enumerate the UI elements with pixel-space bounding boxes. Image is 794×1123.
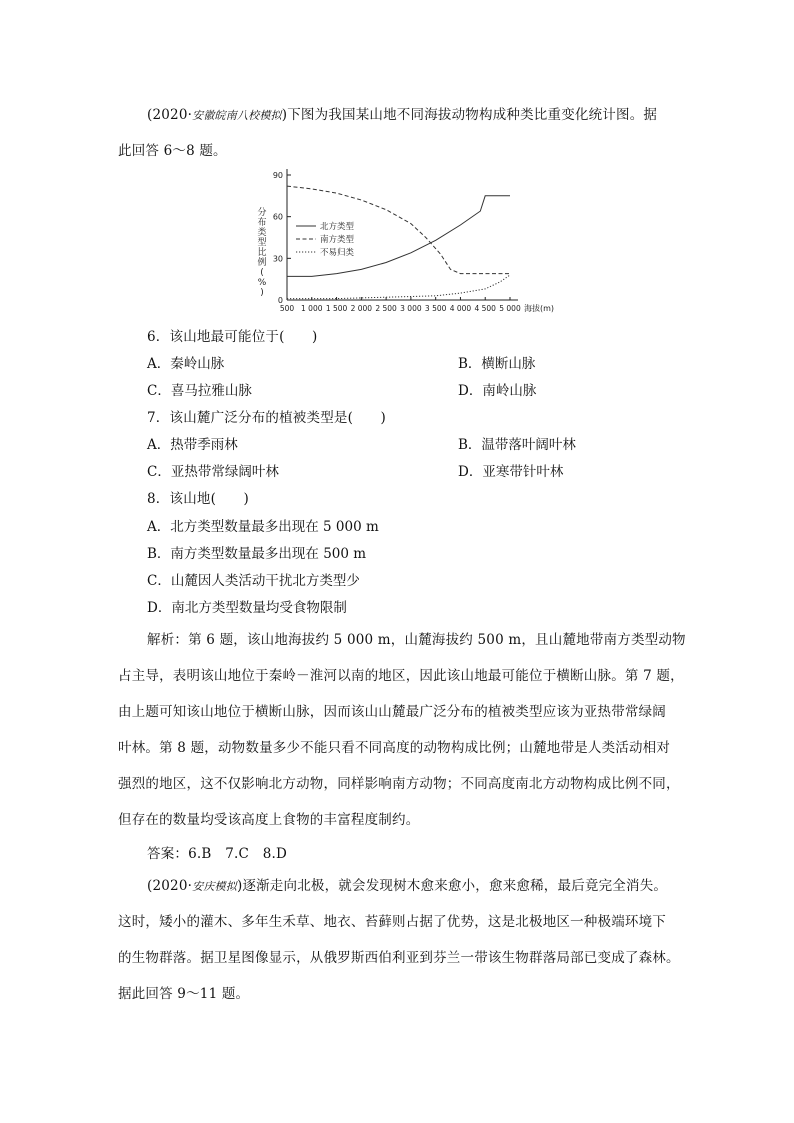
intro-1-source: 安徽皖南八校模拟 bbox=[192, 109, 282, 122]
altitude-chart bbox=[250, 165, 580, 325]
answer-line: 答案：6.B 7.C 8.D bbox=[147, 846, 288, 862]
q8-option-c: C．山麓因人类活动干扰北方类型少 bbox=[147, 573, 360, 589]
intro-2-year: (2020· bbox=[147, 878, 193, 894]
y-axis-title-char: % bbox=[257, 278, 267, 288]
x-tick-label: 1 500 bbox=[325, 304, 348, 313]
q7-stem: 7．该山麓广泛分布的植被类型是( ) bbox=[147, 410, 386, 426]
y-axis-title-char: 型 bbox=[257, 238, 267, 248]
q8-option-d: D．南北方类型数量均受食物限制 bbox=[147, 600, 347, 616]
q8-option-a: A．北方类型数量最多出现在 5 000 m bbox=[147, 519, 379, 535]
x-tick-label: 500 bbox=[279, 304, 295, 313]
legend-label: 不易归类 bbox=[320, 248, 355, 258]
intro-2-line-3: 的生物群落。据卫星图像显示，从俄罗斯西伯利亚到芬兰一带该生物群落局部已变成了森林。 bbox=[118, 950, 680, 966]
intro-2-source: 安庆模拟 bbox=[192, 880, 237, 893]
y-tick-label: 60 bbox=[272, 212, 283, 222]
q6-stem: 6．该山地最可能位于( ) bbox=[147, 329, 318, 345]
analysis-line-2: 占主导，表明该山地位于秦岭－淮河以南的地区，因此该山地最可能位于横断山脉。第 7 题， bbox=[118, 668, 684, 684]
x-tick-label: 2 000 bbox=[350, 304, 373, 313]
q8-stem: 8．该山地( ) bbox=[147, 491, 249, 507]
q7-option-d: D．亚寒带针叶林 bbox=[458, 464, 564, 480]
analysis-line-5: 强烈的地区，这不仅影响北方动物，同样影响南方动物；不同高度南北方动物构成比例不同， bbox=[118, 776, 680, 792]
x-tick-label: 3 000 bbox=[400, 304, 422, 313]
intro-2-line-2: 这时，矮小的灌木、多年生禾草、地衣、苔藓则占据了优势，这是北极地区一种极端环境下 bbox=[118, 914, 666, 930]
y-tick-label: 30 bbox=[272, 254, 283, 264]
y-axis-title-char: ( bbox=[260, 268, 264, 278]
y-tick-label: 0 bbox=[277, 296, 283, 305]
x-tick-label: 4 500 bbox=[474, 304, 496, 313]
legend-label: 南方类型 bbox=[320, 235, 355, 245]
x-tick-label: 4 000 bbox=[449, 304, 472, 313]
y-axis-title-char: ) bbox=[260, 288, 264, 298]
y-axis-title-char: 例 bbox=[257, 258, 267, 268]
y-axis-title-char: 分 bbox=[257, 208, 267, 218]
y-axis-title-char: 布 bbox=[257, 218, 267, 228]
q6-option-d: D．南岭山脉 bbox=[458, 383, 537, 399]
analysis-line-1: 解析：第 6 题，该山地海拔约 5 000 m，山麓海拔约 500 m，且山麓地带南方类型动物 bbox=[147, 632, 686, 648]
x-tick-label: 2 500 bbox=[375, 304, 397, 313]
legend-label: 北方类型 bbox=[320, 222, 355, 232]
q7-option-b: B．温带落叶阔叶林 bbox=[458, 437, 576, 453]
x-tick-label: 3 500 bbox=[424, 304, 447, 313]
series-line-3 bbox=[287, 275, 510, 299]
y-axis-title-char: 类 bbox=[257, 228, 267, 238]
intro-1-text: )下图为我国某山地不同海拔动物构成种类比重变化统计图。据 bbox=[281, 107, 658, 123]
y-axis-title-char: 比 bbox=[257, 248, 267, 258]
intro-2-line-1 bbox=[147, 874, 667, 894]
analysis-line-3: 由上题可知该山地位于横断山脉，因而该山山麓最广泛分布的植被类型应该为亚热带常绿阔 bbox=[118, 704, 666, 720]
q6-option-b: B．横断山脉 bbox=[458, 356, 536, 372]
intro-1-line-2: 此回答 6～8 题。 bbox=[118, 143, 227, 159]
q7-option-a: A．热带季雨林 bbox=[147, 437, 238, 453]
x-axis-title: 海拔(m) bbox=[524, 304, 555, 313]
analysis-line-4: 叶林。第 8 题，动物数量多少不能只看不同高度的动物构成比例；山麓地带是人类活动相对 bbox=[118, 740, 671, 756]
y-tick-label: 90 bbox=[272, 171, 283, 180]
intro-1-line-1 bbox=[147, 103, 657, 123]
x-tick-label: 1 000 bbox=[301, 304, 323, 313]
x-tick-label: 5 000 bbox=[499, 304, 521, 313]
analysis-line-6: 但存在的数量均受该高度上食物的丰富程度制约。 bbox=[118, 812, 420, 828]
q6-option-c: C．喜马拉雅山脉 bbox=[147, 383, 252, 399]
intro-2-text: )逐渐走向北极，就会发现树木愈来愈小，愈来愈稀，最后竟完全消失。 bbox=[236, 878, 668, 894]
intro-2-line-4: 据此回答 9～11 题。 bbox=[118, 986, 250, 1002]
q6-option-a: A．秦岭山脉 bbox=[147, 356, 225, 372]
q7-option-c: C．亚热带常绿阔叶林 bbox=[147, 464, 279, 480]
intro-1-year: (2020· bbox=[147, 107, 193, 123]
q8-option-b: B．南方类型数量最多出现在 500 m bbox=[147, 546, 367, 562]
